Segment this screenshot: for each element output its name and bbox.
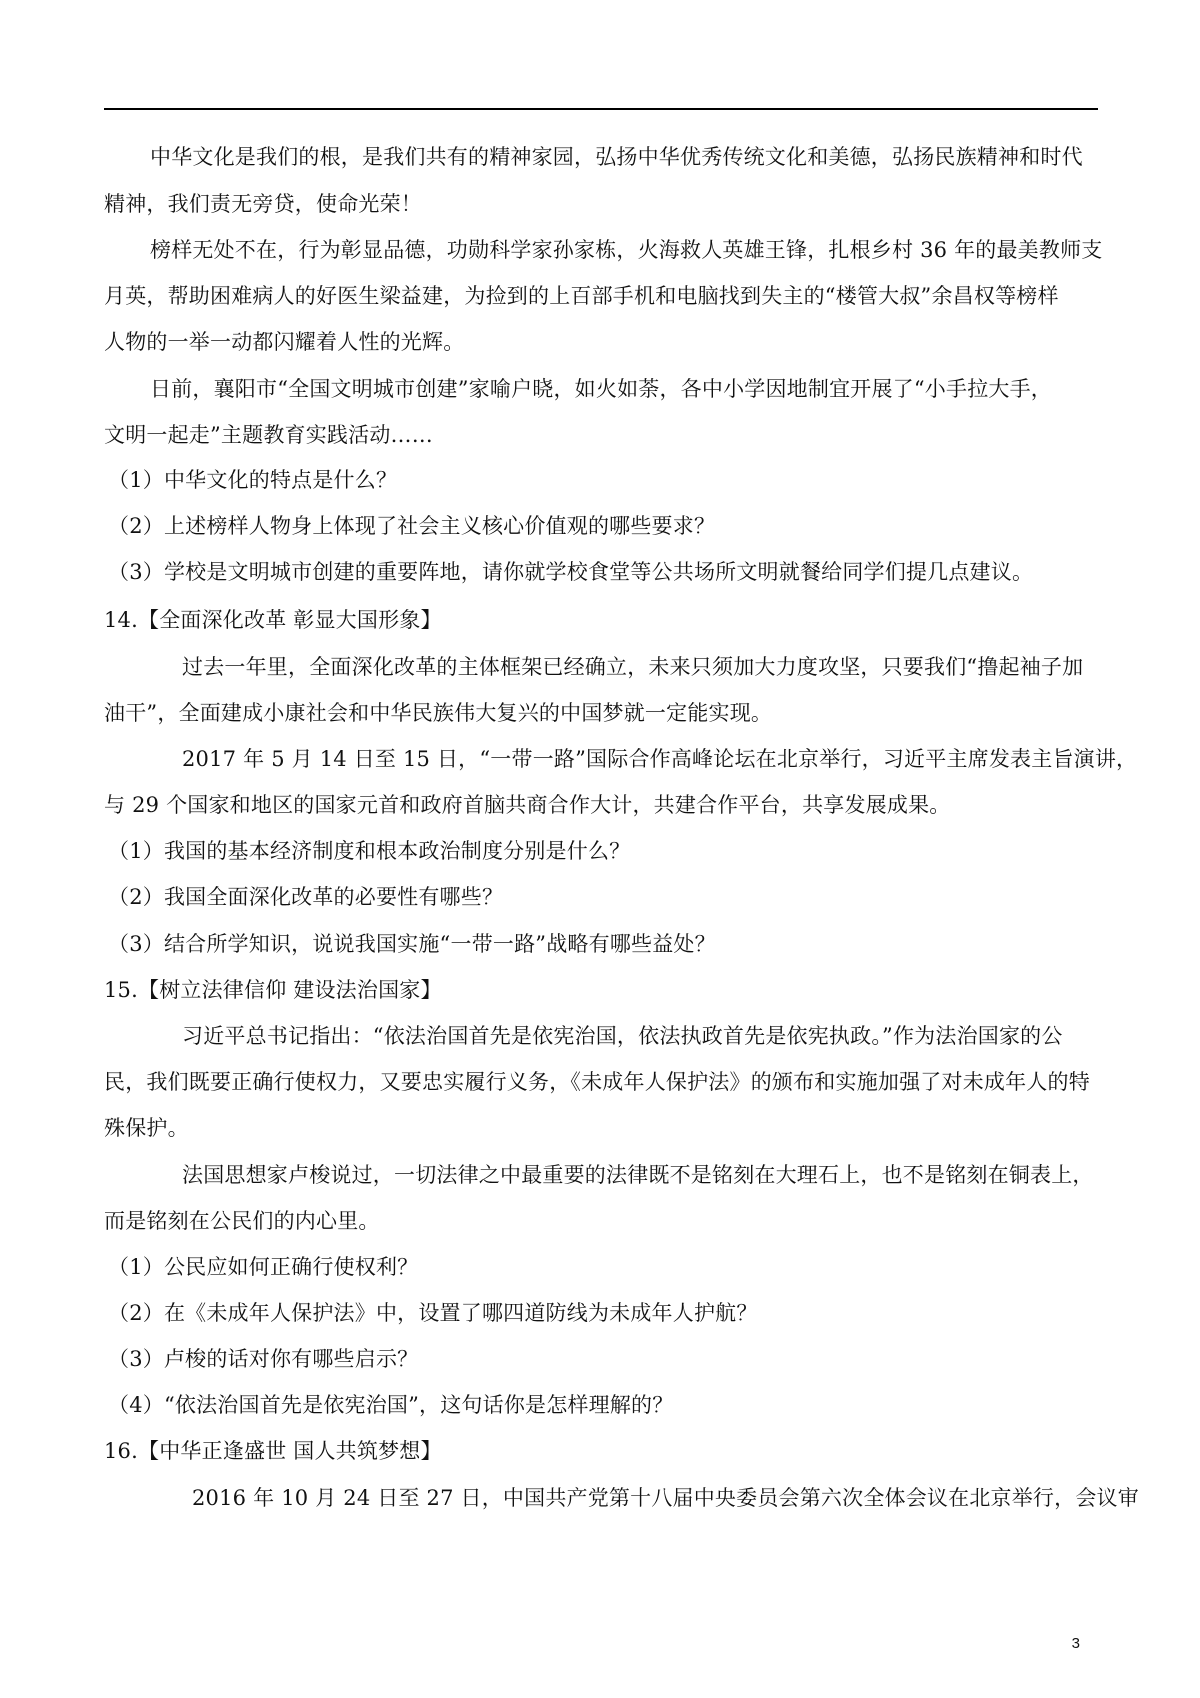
text-line: 榜样无处不在，行为彰显品德，功勋科学家孙家栋，火海救人英雄王锋，扎根乡村 36 年的最美教师支 [150,238,1103,262]
text-line: 过去一年里，全面深化改革的主体框架已经确立，未来只须加大力度攻坚，只要我们“撸起袖子加 [182,655,1084,679]
text-line: 月英，帮助困难病人的好医生梁益建，为捡到的上百部手机和电脑找到失主的“楼管大叔”余昌权等榜样 [104,284,1059,308]
text-line: 日前，襄阳市“全国文明城市创建”家喻户晓，如火如荼，各中小学因地制宜开展了“小手拉大手， [150,377,1053,401]
text-line: 而是铭刻在公民们的内心里。 [104,1209,380,1233]
question-item: （3）卢梭的话对你有哪些启示？ [108,1347,419,1371]
question-item: （1）中华文化的特点是什么？ [108,468,398,492]
text-line: 文明一起走”主题教育实践活动…… [104,423,433,447]
question-heading: 15.【树立法律信仰 建设法治国家】 [104,978,442,1002]
question-item: （1）我国的基本经济制度和根本政治制度分别是什么？ [108,839,631,863]
page-number: 3 [1071,1635,1080,1652]
text-line: 殊保护。 [104,1116,189,1140]
question-item: （2）在《未成年人保护法》中，设置了哪四道防线为未成年人护航？ [108,1301,758,1325]
text-line: 中华文化是我们的根，是我们共有的精神家园，弘扬中华优秀传统文化和美德，弘扬民族精神和时代 [150,145,1083,169]
question-heading: 14.【全面深化改革 彰显大国形象】 [104,608,442,632]
text-line: 2016 年 10 月 24 日至 27 日，中国共产党第十八届中央委员会第六次全体会议在北京举行，会议审 [192,1486,1139,1510]
text-line: 法国思想家卢梭说过，一切法律之中最重要的法律既不是铭刻在大理石上，也不是铭刻在铜表上， [182,1163,1094,1187]
question-item: （2）我国全面深化改革的必要性有哪些？ [108,885,504,909]
text-line: 人物的一举一动都闪耀着人性的光辉。 [104,330,465,354]
text-line: 油干”，全面建成小康社会和中华民族伟大复兴的中国梦就一定能实现。 [104,701,773,725]
text-line: 与 29 个国家和地区的国家元首和政府首脑共商合作大计，共建合作平台，共享发展成果。 [104,793,951,817]
text-line: 精神，我们责无旁贷，使命光荣！ [104,192,422,216]
text-line: 习近平总书记指出：“依法治国首先是依宪治国，依法执政首先是依宪执政。”作为法治国家的公 [182,1024,1063,1048]
question-item: （3）结合所学知识，说说我国实施“一带一路”战略有哪些益处？ [108,932,716,956]
text-line: 民，我们既要正确行使权力，又要忠实履行义务，《未成年人保护法》的颁布和实施加强了对未成年人的特 [104,1070,1090,1094]
question-heading: 16.【中华正逢盛世 国人共筑梦想】 [104,1439,442,1463]
header-rule [104,108,1098,110]
text-line: 2017 年 5 月 14 日至 15 日，“一带一路”国际合作高峰论坛在北京举行，习近平主席发表主旨演讲， [182,747,1138,771]
question-item: （1）公民应如何正确行使权利？ [108,1255,419,1279]
question-item: （4）“依法治国首先是依宪治国”，这句话你是怎样理解的？ [108,1393,674,1417]
question-item: （3）学校是文明城市创建的重要阵地，请你就学校食堂等公共场所文明就餐给同学们提几点建议。 [108,560,1034,584]
question-item: （2）上述榜样人物身上体现了社会主义核心价值观的哪些要求？ [108,514,716,538]
